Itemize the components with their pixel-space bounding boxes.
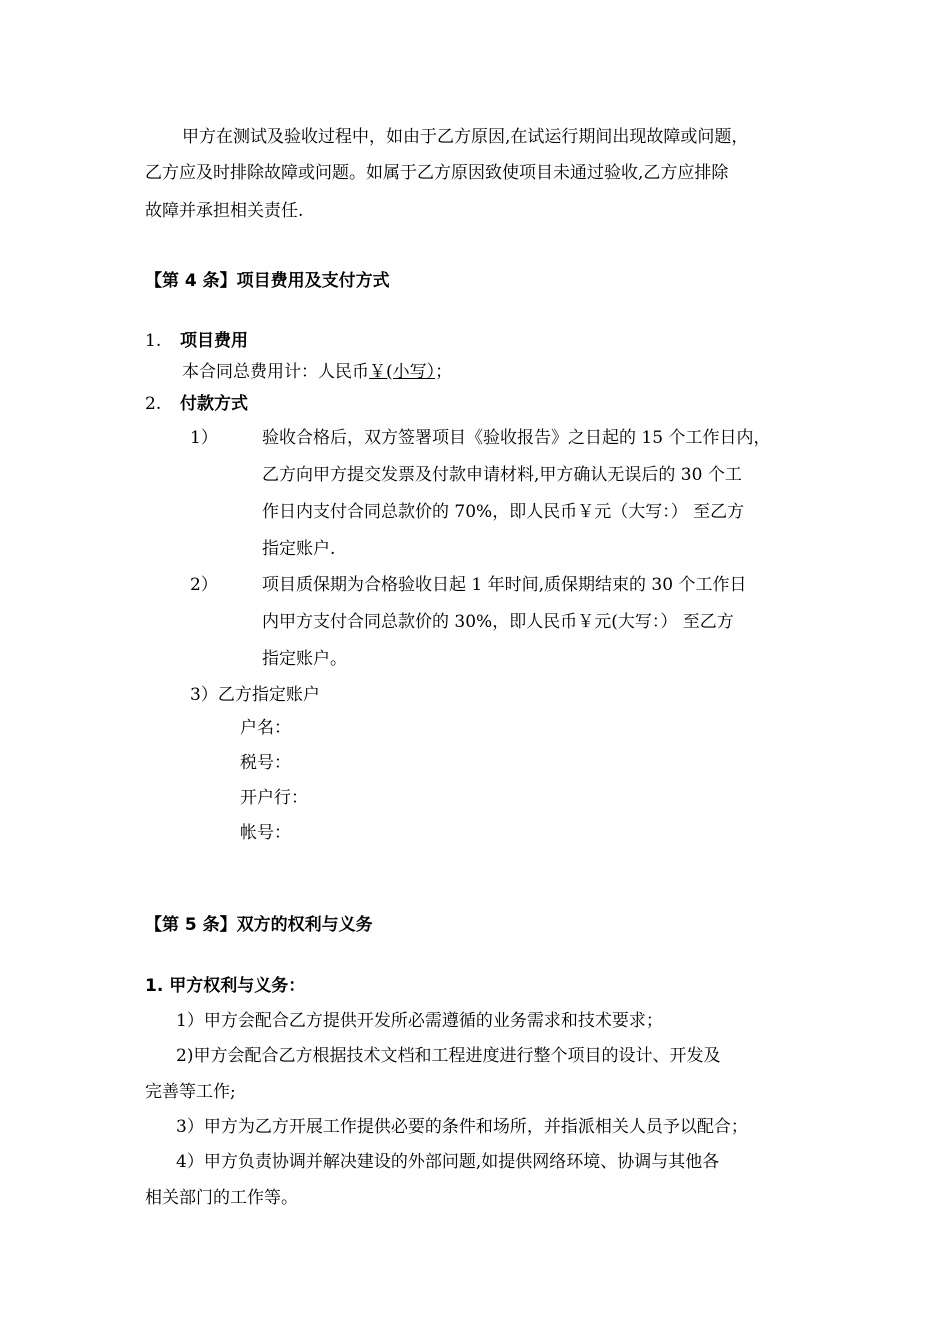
intro-line-3: 故障并承担相关责任. bbox=[145, 201, 304, 221]
account-number-label: 帐号： bbox=[240, 823, 291, 843]
payment-1-number: 1） bbox=[190, 428, 218, 448]
payment-2-number: 2） bbox=[190, 575, 218, 595]
art4-item1-title: 项目费用 bbox=[180, 331, 248, 351]
payment-2-line-2: 内甲方支付合同总款价的 30%，即人民币￥元(大写：） 至乙方 bbox=[262, 612, 734, 632]
payment-3-account-title: 3）乙方指定账户 bbox=[190, 685, 320, 705]
account-tax-label: 税号： bbox=[240, 753, 291, 773]
total-fee-line bbox=[182, 361, 452, 383]
duty-4-line-2: 相关部门的工作等。 bbox=[145, 1188, 298, 1208]
duty-2-line-1: 2)甲方会配合乙方根据技术文档和工程进度进行整个项目的设计、开发及 bbox=[176, 1046, 721, 1066]
payment-1-line-1: 验收合格后，双方签署项目《验收报告》之日起的 15 个工作日内， bbox=[262, 428, 771, 448]
article-5-heading: 【第 5 条】双方的权利与义务 bbox=[145, 915, 373, 935]
total-fee-suffix: ； bbox=[435, 362, 453, 382]
payment-2-line-3: 指定账户。 bbox=[262, 649, 347, 669]
art4-item2-title: 付款方式 bbox=[180, 394, 248, 414]
account-name-label: 户名： bbox=[240, 718, 291, 738]
duty-4-line-1: 4）甲方负责协调并解决建设的外部问题,如提供网络环境、协调与其他各 bbox=[176, 1152, 720, 1172]
total-fee-value: ￥(小写） bbox=[369, 362, 436, 382]
account-bank-label: 开户行： bbox=[240, 788, 308, 808]
art4-item1-number: 1. bbox=[145, 331, 162, 351]
payment-1-line-2: 乙方向甲方提交发票及付款申请材料,甲方确认无误后的 30 个工 bbox=[262, 465, 742, 485]
duty-3: 3）甲方为乙方开展工作提供必要的条件和场所，并指派相关人员予以配合； bbox=[176, 1117, 748, 1137]
total-fee-prefix: 本合同总费用计：人民币 bbox=[182, 362, 369, 382]
art4-item2-number: 2. bbox=[145, 394, 162, 414]
article-4-heading: 【第 4 条】项目费用及支付方式 bbox=[145, 271, 390, 291]
intro-line-1: 甲方在测试及验收过程中，如由于乙方原因,在试运行期间出现故障或问题， bbox=[182, 127, 749, 147]
payment-1-line-4: 指定账户. bbox=[262, 539, 336, 559]
duty-2-line-2: 完善等工作; bbox=[145, 1082, 236, 1102]
duty-1: 1）甲方会配合乙方提供开发所必需遵循的业务需求和技术要求； bbox=[176, 1011, 663, 1031]
art5-item1-title: 1. 甲方权利与义务： bbox=[145, 976, 306, 996]
payment-1-line-3: 作日内支付合同总款价的 70%，即人民币￥元（大写：） 至乙方 bbox=[262, 502, 745, 522]
payment-2-line-1: 项目质保期为合格验收日起 1 年时间,质保期结束的 30 个工作日 bbox=[262, 575, 747, 595]
intro-line-2: 乙方应及时排除故障或问题。如属于乙方原因致使项目未通过验收,乙方应排除 bbox=[145, 163, 729, 183]
